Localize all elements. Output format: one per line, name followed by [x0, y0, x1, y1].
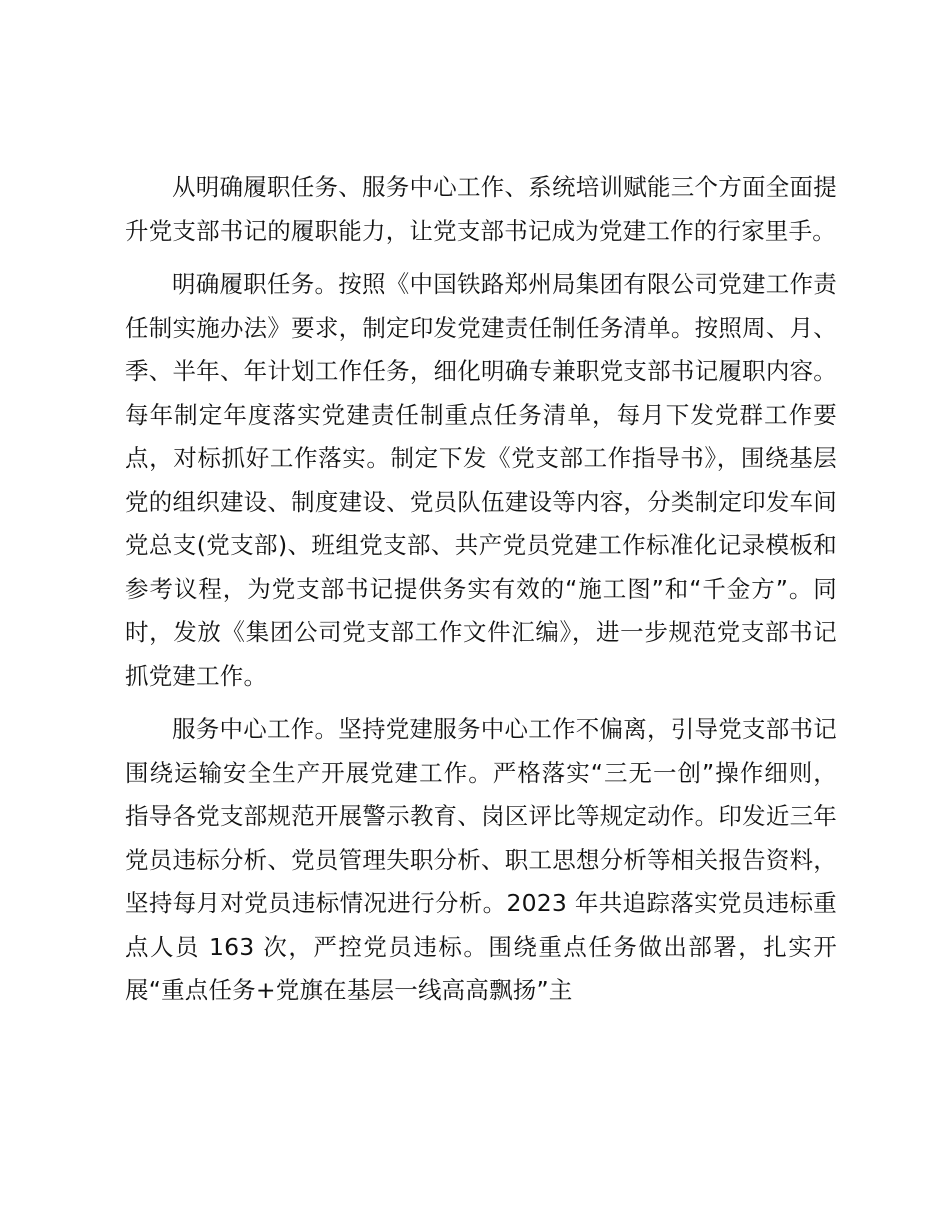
body-text [125, 166, 837, 1023]
paragraph-service: 服务中心工作。坚持党建服务中心工作不偏离，引导党支部书记围绕运输安全生产开展党建工作。严格落实“三无一创”操作细则，指导各党支部规范开展警示教育、岗区评比等规定动作。印发近三年党员违标分析、党员管理失职分析、职工思想分析等相关报告资料，坚持每月对党员违标情况进行分析。2023 年共追踪落实党员违标重点人员 163 次，严控党员违标。围绕重点任务做出部署，扎实开展“重点任务+党旗在基层一线高高飘扬”主 [125, 715, 837, 1004]
paragraph-intro: 从明确履职任务、服务中心工作、系统培训赋能三个方面全面提升党支部书记的履职能力，让党支部书记成为党建工作的行家里手。 [125, 173, 837, 245]
paragraph-duties: 明确履职任务。按照《中国铁路郑州局集团有限公司党建工作责任制实施办法》要求，制定印发党建责任制任务清单。按照周、月、季、半年、年计划工作任务，细化明确专兼职党支部书记履职内容。每年制定年度落实党建责任制重点任务清单，每月下发党群工作要点，对标抓好工作落实。制定下发《党支部工作指导书》，围绕基层党的组织建设、制度建设、党员队伍建设等内容，分类制定印发车间党总支(党支部)、班组党支部、共产党员党建工作标准化记录模板和参考议程，为党支部书记提供务实有效的“施工图”和“千金方”。同时，发放《集团公司党支部工作文件汇编》，进一步规范党支部书记抓党建工作。 [125, 270, 837, 690]
